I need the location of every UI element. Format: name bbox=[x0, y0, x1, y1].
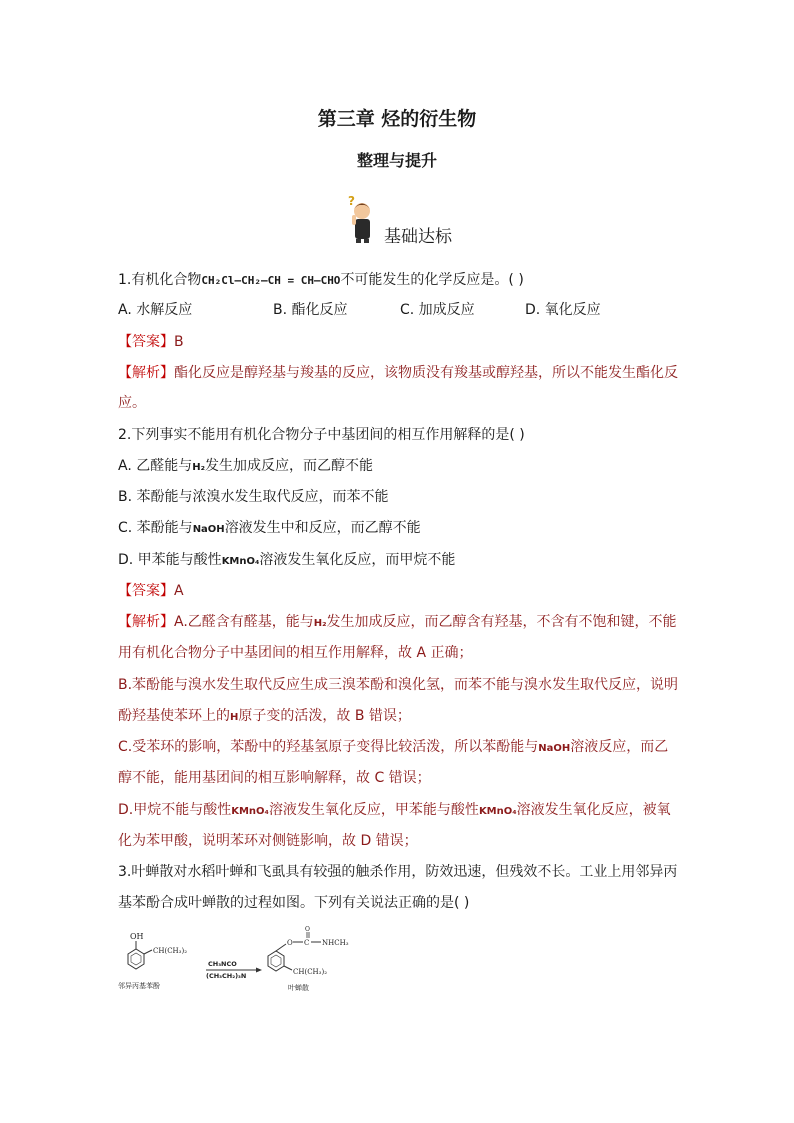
reagent-2: (CH₃CH₂)₃N bbox=[206, 972, 247, 980]
q1-option-b: B. 酯化反应 bbox=[273, 302, 348, 318]
reactant-benzene-ring bbox=[128, 949, 144, 969]
product-side-label: CH(CH₃)₂ bbox=[293, 968, 327, 976]
q1-answer: 【答案】B bbox=[118, 334, 184, 350]
q1-stem: 1.有机化合物CH₂Cl—CH₂—CH = CH—CHO不可能发生的化学反应是。( ) bbox=[118, 272, 524, 288]
page-subtitle: 整理与提升 bbox=[356, 151, 437, 170]
q1-analysis-line2: 应。 bbox=[118, 395, 146, 411]
q2-option-d: D. 甲苯能与酸性KMnO₄溶液发生氧化反应，而甲烷不能 bbox=[118, 552, 456, 568]
q2-analysis-b1: B.苯酚能与溴水发生取代反应生成三溴苯酚和溴化氢，而苯不能与溴水发生取代反应，说明 bbox=[118, 677, 679, 693]
q3-stem-line1: 3.叶蝉散对水稻叶蝉和飞虱具有较强的触杀作用，防效迅速，但残效不长。工业上用邻异丙 bbox=[118, 864, 678, 880]
q2-analysis-c1: C.受苯环的影响，苯酚中的羟基氢原子变得比较活泼，所以苯酚能与NaOH溶液反应，而乙 bbox=[118, 739, 669, 755]
svg-text:O: O bbox=[287, 939, 293, 947]
svg-text:O: O bbox=[305, 926, 310, 933]
q2-analysis-c2: 醇不能，能用基团间的相互影响解释，故 C 错误； bbox=[118, 770, 431, 786]
reactant-oh-label: OH bbox=[130, 932, 144, 941]
reactant-side-label: CH(CH₃)₂ bbox=[153, 947, 187, 955]
q2-stem: 2.下列事实不能用有机化合物分子中基团间的相互作用解释的是( ) bbox=[118, 427, 525, 443]
q2-analysis-d2: 化为苯甲酸，说明苯环对侧链影响，故 D 错误； bbox=[118, 833, 418, 849]
q3-stem-line2: 基苯酚合成叶蝉散的过程如图。下列有关说法正确的是( ) bbox=[118, 895, 470, 911]
q2-analysis-a2: 用有机化合物分子中基团间的相互作用解释，故 A 正确； bbox=[118, 645, 473, 661]
q2-option-c: C. 苯酚能与NaOH溶液发生中和反应，而乙醇不能 bbox=[118, 520, 421, 536]
thinking-boy-icon bbox=[344, 193, 384, 243]
product-name: 叶蝉散 bbox=[288, 984, 309, 992]
product-nhch3-label: NHCH₃ bbox=[322, 939, 349, 947]
svg-text:?: ? bbox=[348, 194, 355, 208]
q1-formula: CH₂Cl—CH₂—CH = CH—CHO bbox=[201, 274, 341, 287]
q2-answer: 【答案】A bbox=[118, 583, 184, 599]
svg-text:C: C bbox=[304, 939, 310, 947]
section-heading: 基础达标 bbox=[384, 227, 452, 247]
page-title: 第三章 烃的衍生物 bbox=[317, 108, 477, 130]
q1-analysis-line1: 【解析】酯化反应是醇羟基与羧基的反应，该物质没有羧基或醇羟基，所以不能发生酯化反 bbox=[118, 365, 678, 381]
product-benzene-ring bbox=[268, 951, 284, 971]
q1-option-a: A. 水解反应 bbox=[118, 302, 193, 318]
q2-option-b: B. 苯酚能与浓溴水发生取代反应，而苯不能 bbox=[118, 489, 389, 505]
reagent-1: CH₃NCO bbox=[208, 960, 237, 968]
q2-analysis-b2: 酚羟基使苯环上的H原子变的活泼，故 B 错误； bbox=[118, 708, 411, 724]
q1-option-d: D. 氧化反应 bbox=[525, 302, 601, 318]
q2-analysis-d1: D.甲烷不能与酸性KMnO₄溶液发生氧化反应，甲苯能与酸性KMnO₄溶液发生氧化反应，被氧 bbox=[118, 802, 671, 818]
reactant-name: 邻异丙基苯酚 bbox=[118, 982, 160, 990]
q2-analysis-a1: 【解析】A.乙醛含有醛基，能与H₂发生加成反应，而乙醇含有羟基，不含有不饱和键，不能 bbox=[118, 614, 677, 630]
reaction-scheme bbox=[116, 926, 376, 998]
q2-option-a: A. 乙醛能与H₂发生加成反应，而乙醇不能 bbox=[118, 458, 373, 474]
q1-option-c: C. 加成反应 bbox=[400, 302, 475, 318]
